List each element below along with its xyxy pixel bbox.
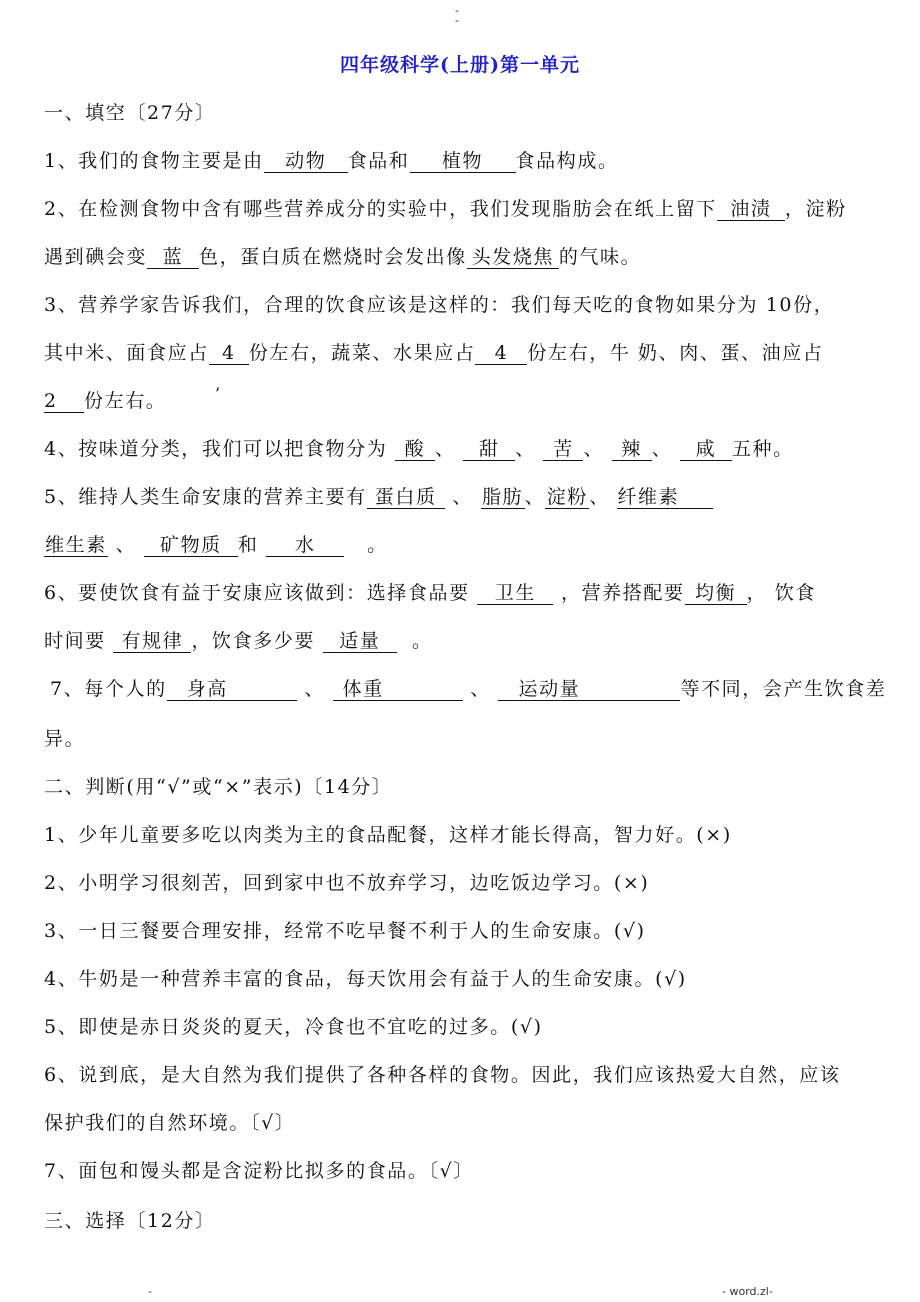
question-4: 4、按味道分类，我们可以把食物分为 酸 、 甜 、 苦 、 辣 、 咸 五种。 bbox=[44, 438, 794, 460]
question-7-line-1: 7、每个人的 身高 、 体重 、 运动量 等不同，会产生饮食差 bbox=[50, 678, 887, 700]
section-heading: 一、填空〔27分〕 bbox=[44, 102, 216, 124]
question-6-line-2: 时间要 有规律 ，饮食多少要 适量 。 bbox=[44, 630, 433, 652]
list-item: 7、面包和馒头都是含淀粉比拟多的食品。〔√〕 bbox=[44, 1160, 474, 1182]
answer-blank: 甜 bbox=[463, 438, 515, 461]
section-heading: 三、选择〔12分〕 bbox=[44, 1210, 216, 1232]
answer-blank: 身高 bbox=[167, 678, 297, 701]
answer-blank: 苦 bbox=[543, 438, 583, 461]
header-mark: - bbox=[455, 4, 459, 17]
answer-blank: 体重 bbox=[333, 678, 463, 701]
answer-blank: 咸 bbox=[680, 438, 732, 461]
answer-blank: 运动量 bbox=[498, 678, 680, 701]
answer-blank: 4 bbox=[475, 342, 527, 365]
answer-blank: 均衡 bbox=[685, 582, 747, 605]
answer-blank: 有规律 bbox=[113, 630, 191, 653]
section-heading: 二、判断(用“√”或“×”表示)〔14分〕 bbox=[44, 776, 393, 798]
question-6-line-1: 6、要使饮食有益于安康应该做到：选择食品要 卫生 ，营养搭配要 均衡 ， 饮食 bbox=[44, 582, 817, 604]
answer-blank: 卫生 bbox=[477, 582, 553, 605]
question-1: 1、我们的食物主要是由 动物 食品和 植物 食品构成。 bbox=[44, 150, 619, 172]
stray-mark: ’ bbox=[215, 384, 221, 403]
question-7-line-2: 异。 bbox=[44, 728, 86, 750]
page-title: 四年级科学(上册)第一单元 bbox=[340, 54, 580, 76]
question-5-line-1: 5、维持人类生命安康的营养主要有 蛋白质 、 脂肪、淀粉、 纤维素 bbox=[44, 482, 713, 509]
answer-blank: 矿物质 bbox=[144, 534, 238, 557]
answer-blank: 维生素 bbox=[45, 534, 107, 556]
question-3-line-1: 3、营养学家告诉我们，合理的饮食应该是这样的：我们每天吃的食物如果分为 10份， bbox=[44, 294, 835, 316]
question-2-line-1: 2、在检测食物中含有哪些营养成分的实验中，我们发现脂肪会在纸上留下 油渍 ，淀粉 bbox=[44, 198, 847, 220]
list-item: 6、说到底，是大自然为我们提供了各种各样的食物。因此，我们应该热爱大自然，应该 bbox=[44, 1064, 841, 1086]
answer-blank: 蛋白质 bbox=[367, 486, 445, 509]
answer-blank: 油渍 bbox=[717, 198, 785, 221]
answer-blank: 酸 bbox=[395, 438, 435, 461]
footer-right: - word.zl- bbox=[722, 1285, 773, 1298]
answer-blank: 头发烧焦 bbox=[467, 246, 559, 269]
list-item: 2、小明学习很刻苦，回到家中也不放弃学习，边吃饭边学习。(×) bbox=[44, 872, 650, 894]
answer-blank: 4 bbox=[209, 342, 249, 365]
footer-left: - bbox=[148, 1285, 152, 1298]
list-item: 5、即使是赤日炎炎的夏天，冷食也不宜吃的过多。(√) bbox=[44, 1016, 543, 1038]
answer-blank: 适量 bbox=[323, 630, 397, 653]
answer-blank: 蓝 bbox=[147, 246, 199, 269]
answer-blank: 植物 bbox=[410, 150, 516, 173]
list-item: 4、牛奶是一种营养丰富的食品，每天饮用会有益于人的生命安康。(√) bbox=[44, 968, 687, 990]
answer-blank: 2 bbox=[44, 390, 84, 413]
question-5-line-2: 维生素 、 矿物质 和 水 。 bbox=[45, 534, 388, 556]
list-item: 1、少年儿童要多吃以肉类为主的食品配餐，这样才能长得高，智力好。(×) bbox=[44, 824, 732, 846]
answer-blank: 水 bbox=[266, 534, 344, 557]
answer-blank: 淀粉 bbox=[546, 486, 588, 508]
answer-blank: 脂肪 bbox=[481, 486, 524, 508]
list-item: 3、一日三餐要合理安排，经常不吃早餐不利于人的生命安康。(√) bbox=[44, 920, 646, 942]
answer-blank: 辣 bbox=[612, 438, 652, 461]
question-2-line-2: 遇到碘会变 蓝 色，蛋白质在燃烧时会发出像 头发烧焦 的气味。 bbox=[44, 246, 642, 268]
list-item: 保护我们的自然环境。〔√〕 bbox=[44, 1112, 296, 1134]
answer-blank: 纤维素 bbox=[617, 486, 713, 509]
answer-blank: 动物 bbox=[264, 150, 348, 173]
question-3-line-3: 2 份左右。 bbox=[44, 390, 167, 412]
question-3-line-2: 其中米、面食应占 4 份左右，蔬菜、水果应占 4 份左右，牛 奶、肉、蛋、油应占 bbox=[44, 342, 824, 364]
header-mark: - bbox=[455, 14, 459, 27]
